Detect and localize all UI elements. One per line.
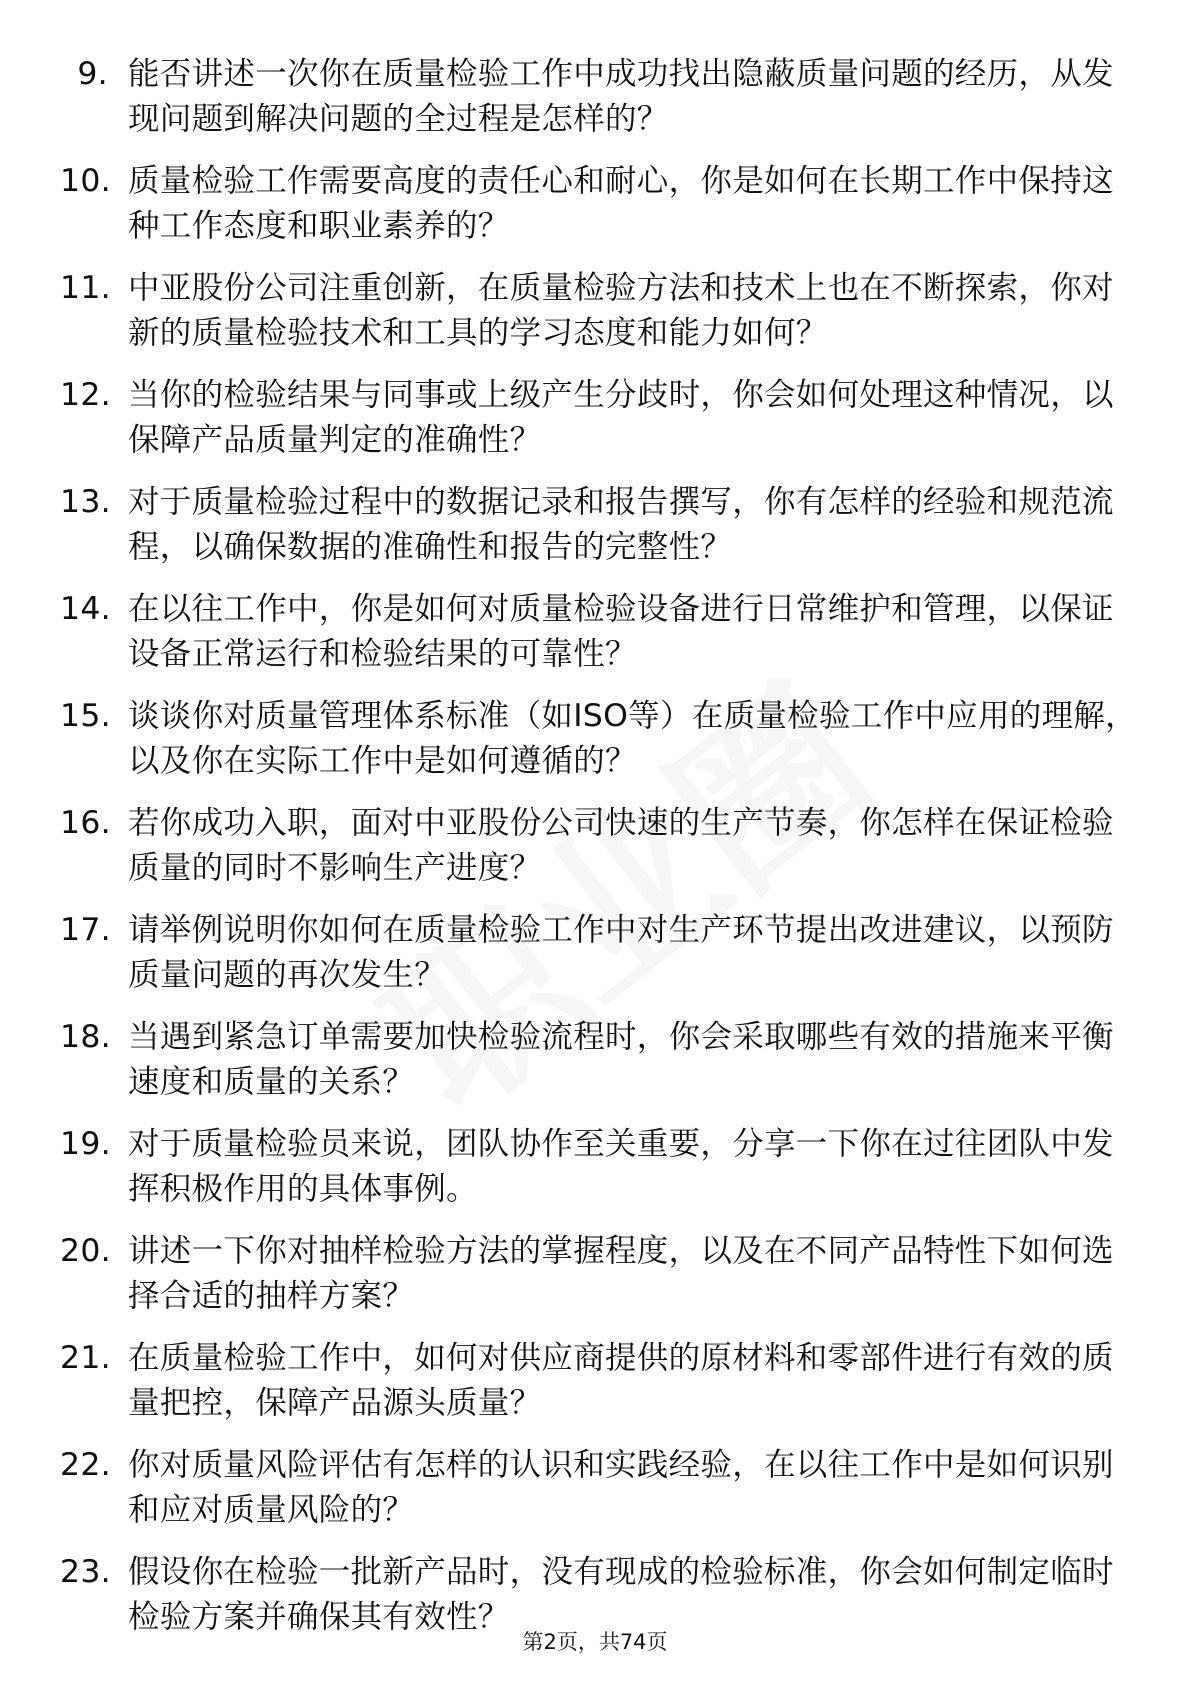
list-item <box>60 52 1140 142</box>
question-number: 11. <box>60 270 111 306</box>
list-item <box>60 1443 1140 1533</box>
list-item <box>60 1336 1140 1426</box>
list-item <box>60 1229 1140 1319</box>
list-item <box>60 801 1140 891</box>
question-text: 对于质量检验过程中的数据记录和报告撰写，你有怎样的经验和规范流程，以确保数据的准确性和报告的完整性？ <box>128 484 1114 565</box>
list-item <box>60 1550 1140 1640</box>
question-text: 谈谈你对质量管理体系标准（如ISO等）在质量检验工作中应用的理解，以及你在实际工作中是如何遵循的？ <box>128 698 1137 779</box>
question-text: 若你成功入职，面对中亚股份公司快速的生产节奏，你怎样在保证检验质量的同时不影响生产进度？ <box>128 805 1114 886</box>
list-item <box>60 373 1140 463</box>
page-number: 第2页，共74页 <box>522 1630 668 1654</box>
question-number: 10. <box>60 163 111 199</box>
question-number: 21. <box>60 1340 111 1376</box>
list-item <box>60 159 1140 249</box>
question-text: 讲述一下你对抽样检验方法的掌握程度，以及在不同产品特性下如何选择合适的抽样方案？ <box>128 1233 1114 1314</box>
question-text: 请举例说明你如何在质量检验工作中对生产环节提出改进建议，以预防质量问题的再次发生？ <box>128 912 1114 993</box>
question-number: 14. <box>60 591 111 627</box>
list-item <box>60 480 1140 570</box>
question-text: 中亚股份公司注重创新，在质量检验方法和技术上也在不断探索，你对新的质量检验技术和工具的学习态度和能力如何？ <box>128 270 1114 351</box>
question-number: 23. <box>60 1554 111 1590</box>
question-number: 17. <box>60 912 111 948</box>
question-text: 能否讲述一次你在质量检验工作中成功找出隐蔽质量问题的经历，从发现问题到解决问题的全过程是怎样的？ <box>128 56 1114 137</box>
question-text: 当你的检验结果与同事或上级产生分歧时，你会如何处理这种情况，以保障产品质量判定的准确性？ <box>128 377 1114 458</box>
list-item <box>60 908 1140 998</box>
question-number: 12. <box>60 377 111 413</box>
question-number: 20. <box>60 1233 111 1269</box>
list-item <box>60 1015 1140 1105</box>
question-text: 质量检验工作需要高度的责任心和耐心，你是如何在长期工作中保持这种工作态度和职业素养的？ <box>128 163 1114 244</box>
question-number: 9. <box>77 56 108 92</box>
question-number: 19. <box>60 1126 111 1162</box>
question-list <box>60 52 1140 1657</box>
question-number: 16. <box>60 805 111 841</box>
page-footer <box>0 1628 1190 1656</box>
question-text: 在以往工作中，你是如何对质量检验设备进行日常维护和管理，以保证设备正常运行和检验结果的可靠性？ <box>128 591 1114 672</box>
question-text: 在质量检验工作中，如何对供应商提供的原材料和零部件进行有效的质量把控，保障产品源头质量？ <box>128 1340 1114 1421</box>
question-number: 15. <box>60 698 111 734</box>
question-text: 当遇到紧急订单需要加快检验流程时，你会采取哪些有效的措施来平衡速度和质量的关系？ <box>128 1019 1114 1100</box>
list-item <box>60 587 1140 677</box>
question-number: 18. <box>60 1019 111 1055</box>
question-text: 你对质量风险评估有怎样的认识和实践经验，在以往工作中是如何识别和应对质量风险的？ <box>128 1447 1114 1528</box>
question-text: 假设你在检验一批新产品时，没有现成的检验标准，你会如何制定临时检验方案并确保其有效性？ <box>128 1554 1114 1635</box>
list-item <box>60 1122 1140 1212</box>
question-number: 22. <box>60 1447 111 1483</box>
question-text: 对于质量检验员来说，团队协作至关重要，分享一下你在过往团队中发挥积极作用的具体事例。 <box>128 1126 1114 1207</box>
question-number: 13. <box>60 484 111 520</box>
list-item <box>60 694 1140 784</box>
list-item <box>60 266 1140 356</box>
